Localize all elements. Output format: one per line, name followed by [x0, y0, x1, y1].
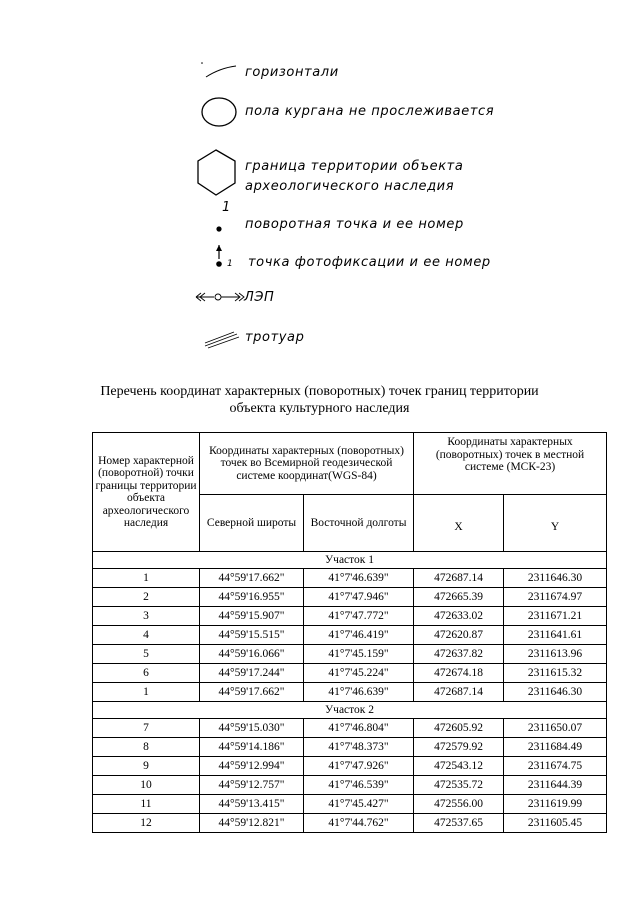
- x-coordinate-cell: 472665.39: [414, 588, 504, 607]
- north-latitude-cell: 44°59'17.662": [200, 569, 304, 588]
- north-latitude-cell: 44°59'17.662": [200, 683, 304, 702]
- east-longitude-cell: 41°7'46.639": [304, 683, 414, 702]
- point-number-cell: 6: [93, 664, 200, 683]
- contour-line-icon: [198, 60, 240, 80]
- coordinates-table: [92, 432, 607, 833]
- y-coordinate-cell: 2311619.99: [504, 795, 607, 814]
- x-coordinate-cell: 472535.72: [414, 776, 504, 795]
- x-coordinate-cell: 472637.82: [414, 645, 504, 664]
- header-wgs84: Координаты характерных (поворотных) точек во Всемирной геодезической системе координат(WGS-84): [200, 433, 414, 495]
- point-number-cell: 10: [93, 776, 200, 795]
- x-coordinate-cell: 472543.12: [414, 757, 504, 776]
- table-row: [93, 664, 607, 683]
- table-row: [93, 757, 607, 776]
- table-row: [93, 776, 607, 795]
- x-coordinate-cell: 472687.14: [414, 683, 504, 702]
- y-coordinate-cell: 2311605.45: [504, 814, 607, 833]
- table-row: [93, 738, 607, 757]
- header-msk23: Координаты характерных (поворотных) точек в местной системе (МСК-23): [414, 433, 607, 495]
- sidewalk-icon: [202, 330, 242, 350]
- mound-ellipse-icon: [199, 96, 241, 128]
- y-coordinate-cell: 2311674.75: [504, 757, 607, 776]
- y-coordinate-cell: 2311650.07: [504, 719, 607, 738]
- point-number-cell: 1: [93, 683, 200, 702]
- legend-mound-text: пола кургана не прослеживается: [245, 104, 495, 119]
- legend-power-line-text: ЛЭП: [244, 290, 275, 305]
- north-latitude-cell: 44°59'12.757": [200, 776, 304, 795]
- east-longitude-cell: 41°7'45.224": [304, 664, 414, 683]
- section-2-label: Участок 2: [93, 702, 607, 719]
- north-latitude-cell: 44°59'17.244": [200, 664, 304, 683]
- point-number-cell: 8: [93, 738, 200, 757]
- legend-boundary-text-2: археологического наследия: [245, 179, 455, 194]
- east-longitude-cell: 41°7'45.159": [304, 645, 414, 664]
- east-longitude-cell: 41°7'46.539": [304, 776, 414, 795]
- table-row: [93, 626, 607, 645]
- east-longitude-cell: 41°7'47.772": [304, 607, 414, 626]
- header-north-latitude: Северной широты: [200, 494, 304, 551]
- table-row: [93, 814, 607, 833]
- y-coordinate-cell: 2311644.39: [504, 776, 607, 795]
- x-coordinate-cell: 472620.87: [414, 626, 504, 645]
- header-point-number: Номер характерной (поворотной) точки границы территории объекта археологического наследия: [93, 433, 200, 552]
- legend-photo-point-text: точка фотофиксации и ее номер: [248, 255, 491, 270]
- page-title-line-1: Перечень координат характерных (поворотных) точек границ территории: [100, 384, 539, 399]
- header-x: X: [414, 494, 504, 551]
- north-latitude-cell: 44°59'13.415": [200, 795, 304, 814]
- x-coordinate-cell: 472579.92: [414, 738, 504, 757]
- north-latitude-cell: 44°59'12.994": [200, 757, 304, 776]
- east-longitude-cell: 41°7'47.946": [304, 588, 414, 607]
- point-number-cell: 3: [93, 607, 200, 626]
- north-latitude-cell: 44°59'12.821": [200, 814, 304, 833]
- y-coordinate-cell: 2311674.97: [504, 588, 607, 607]
- table-row: [93, 588, 607, 607]
- x-coordinate-cell: 472537.65: [414, 814, 504, 833]
- east-longitude-cell: 41°7'48.373": [304, 738, 414, 757]
- x-coordinate-cell: 472687.14: [414, 569, 504, 588]
- table-row: [93, 645, 607, 664]
- y-coordinate-cell: 2311613.96: [504, 645, 607, 664]
- north-latitude-cell: 44°59'15.515": [200, 626, 304, 645]
- header-y: Y: [504, 494, 607, 551]
- north-latitude-cell: 44°59'14.186": [200, 738, 304, 757]
- x-coordinate-cell: 472674.18: [414, 664, 504, 683]
- east-longitude-cell: 41°7'45.427": [304, 795, 414, 814]
- legend-boundary-text-1: граница территории объекта: [245, 159, 464, 174]
- legend-turn-point-text: поворотная точка и ее номер: [245, 217, 464, 232]
- point-number-cell: 1: [93, 569, 200, 588]
- table-row: [93, 607, 607, 626]
- table-row: [93, 569, 607, 588]
- turn-point-number: 1: [222, 200, 231, 215]
- legend-sidewalk-text: тротуар: [245, 330, 305, 345]
- table-row: [93, 795, 607, 814]
- north-latitude-cell: 44°59'15.907": [200, 607, 304, 626]
- east-longitude-cell: 41°7'46.804": [304, 719, 414, 738]
- boundary-hexagon-icon: [194, 147, 240, 199]
- north-latitude-cell: 44°59'16.066": [200, 645, 304, 664]
- east-longitude-cell: 41°7'46.639": [304, 569, 414, 588]
- x-coordinate-cell: 472633.02: [414, 607, 504, 626]
- header-east-longitude: Восточной долготы: [304, 494, 414, 551]
- y-coordinate-cell: 2311671.21: [504, 607, 607, 626]
- y-coordinate-cell: 2311646.30: [504, 569, 607, 588]
- point-number-cell: 7: [93, 719, 200, 738]
- north-latitude-cell: 44°59'16.955": [200, 588, 304, 607]
- east-longitude-cell: 41°7'44.762": [304, 814, 414, 833]
- page-title-line-2: объекта культурного наследия: [229, 401, 410, 416]
- y-coordinate-cell: 2311641.61: [504, 626, 607, 645]
- y-coordinate-cell: 2311615.32: [504, 664, 607, 683]
- photo-point-number: 1: [227, 259, 234, 269]
- table-row: [93, 719, 607, 738]
- x-coordinate-cell: 472605.92: [414, 719, 504, 738]
- point-number-cell: 9: [93, 757, 200, 776]
- x-coordinate-cell: 472556.00: [414, 795, 504, 814]
- point-number-cell: 11: [93, 795, 200, 814]
- y-coordinate-cell: 2311646.30: [504, 683, 607, 702]
- point-number-cell: 5: [93, 645, 200, 664]
- point-number-cell: 4: [93, 626, 200, 645]
- section-1-label: Участок 1: [93, 552, 607, 569]
- point-number-cell: 2: [93, 588, 200, 607]
- legend-horizontals-text: горизонтали: [245, 65, 339, 80]
- east-longitude-cell: 41°7'46.419": [304, 626, 414, 645]
- point-number-cell: 12: [93, 814, 200, 833]
- table-row: [93, 683, 607, 702]
- y-coordinate-cell: 2311684.49: [504, 738, 607, 757]
- north-latitude-cell: 44°59'15.030": [200, 719, 304, 738]
- east-longitude-cell: 41°7'47.926": [304, 757, 414, 776]
